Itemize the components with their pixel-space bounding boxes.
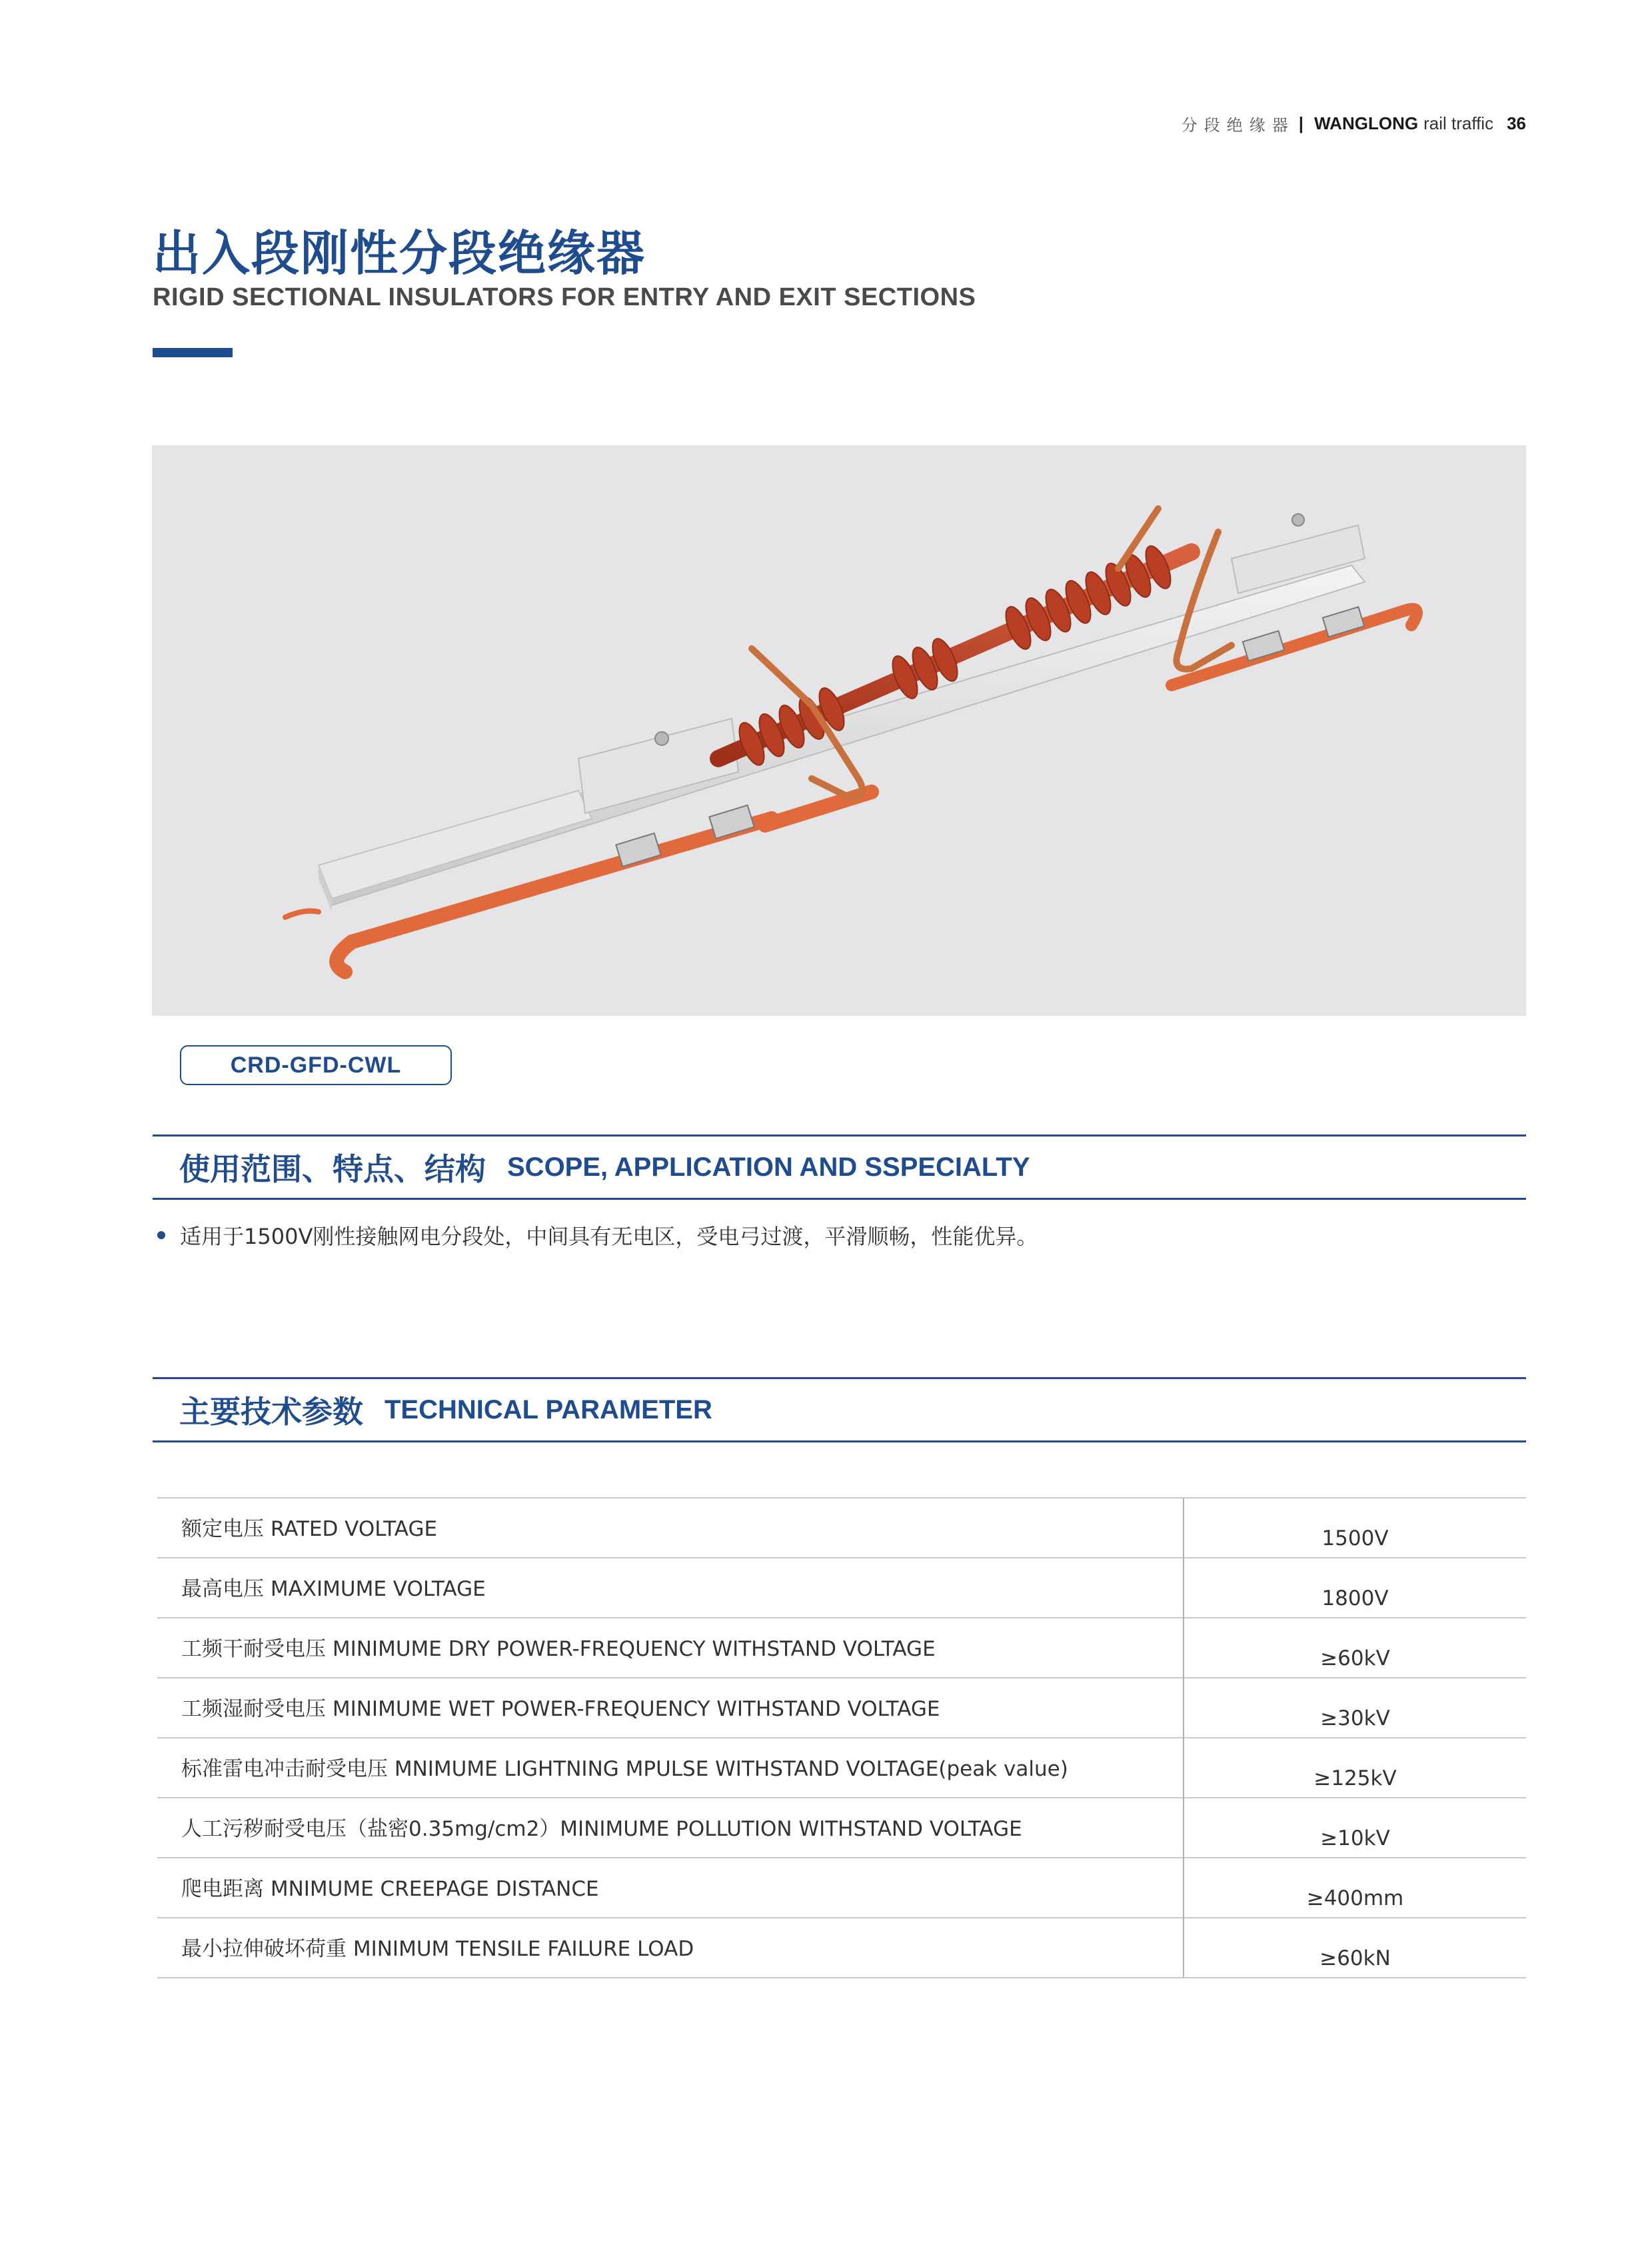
param-label: 标准雷电冲击耐受电压 MNIMUME LIGHTNING MPULSE WITHSTAND VOLTAGE(peak value) (157, 1738, 1184, 1798)
page-title-cn: 出入段刚性分段绝缘器 (153, 225, 646, 281)
param-value: 1500V (1184, 1498, 1526, 1558)
param-label: 工频湿耐受电压 MINIMUME WET POWER-FREQUENCY WITHSTAND VOLTAGE (157, 1678, 1184, 1738)
param-value: ≥60kN (1184, 1918, 1526, 1978)
scope-section-header (153, 1134, 1526, 1200)
table-row (157, 1498, 1526, 1558)
param-label: 人工污秽耐受电压（盐密0.35mg/cm2）MINIMUME POLLUTION WITHSTAND VOLTAGE (157, 1798, 1184, 1858)
param-value: ≥30kV (1184, 1678, 1526, 1738)
param-value: ≥10kV (1184, 1798, 1526, 1858)
scope-bullet-text: 适用于1500V刚性接触网电分段处，中间具有无电区，受电弓过渡，平滑顺畅，性能优异。 (180, 1224, 1038, 1249)
product-image (152, 445, 1526, 1016)
bullet-dot-icon (157, 1231, 165, 1239)
parameter-heading-cn: 主要技术参数 (179, 1394, 363, 1430)
product-illustration (152, 445, 1526, 1016)
param-label: 最小拉伸破坏荷重 MINIMUM TENSILE FAILURE LOAD (157, 1918, 1184, 1978)
running-header-separator: | (1298, 113, 1304, 133)
param-label: 爬电距离 MNIMUME CREEPAGE DISTANCE (157, 1858, 1184, 1918)
scope-heading-cn: 使用范围、特点、结构 (179, 1151, 486, 1187)
param-label: 最高电压 MAXIMUME VOLTAGE (157, 1558, 1184, 1618)
param-value: ≥60kV (1184, 1618, 1526, 1678)
scope-bullet (157, 1220, 1038, 1250)
param-label: 额定电压 RATED VOLTAGE (157, 1498, 1184, 1558)
table-row (157, 1798, 1526, 1858)
scope-heading-en: SCOPE, APPLICATION AND SSPECIALTY (507, 1152, 1030, 1182)
model-badge: CRD-GFD-CWL (180, 1045, 452, 1085)
running-header (1182, 112, 1526, 135)
page-number: 36 (1507, 113, 1526, 133)
running-header-brand: WANGLONG (1314, 113, 1419, 133)
table-row (157, 1738, 1526, 1798)
param-value: 1800V (1184, 1558, 1526, 1618)
table-row (157, 1858, 1526, 1918)
param-value: ≥400mm (1184, 1858, 1526, 1918)
page-title-en: RIGID SECTIONAL INSULATORS FOR ENTRY AND EXIT SECTIONS (153, 283, 976, 311)
arc-runners (285, 609, 1417, 972)
param-value: ≥125kV (1184, 1738, 1526, 1798)
table-row (157, 1918, 1526, 1978)
parameter-table (157, 1497, 1526, 1978)
running-header-section: 分段绝缘器 (1181, 116, 1295, 135)
table-row (157, 1678, 1526, 1738)
parameter-heading-en: TECHNICAL PARAMETER (385, 1394, 712, 1424)
parameter-section-header (153, 1377, 1526, 1442)
param-label: 工频干耐受电压 MINIMUME DRY POWER-FREQUENCY WITHSTAND VOLTAGE (157, 1618, 1184, 1678)
running-header-brand-rest: rail traffic (1423, 113, 1494, 133)
table-row (157, 1558, 1526, 1618)
title-accent-bar (153, 348, 233, 357)
table-row (157, 1618, 1526, 1678)
